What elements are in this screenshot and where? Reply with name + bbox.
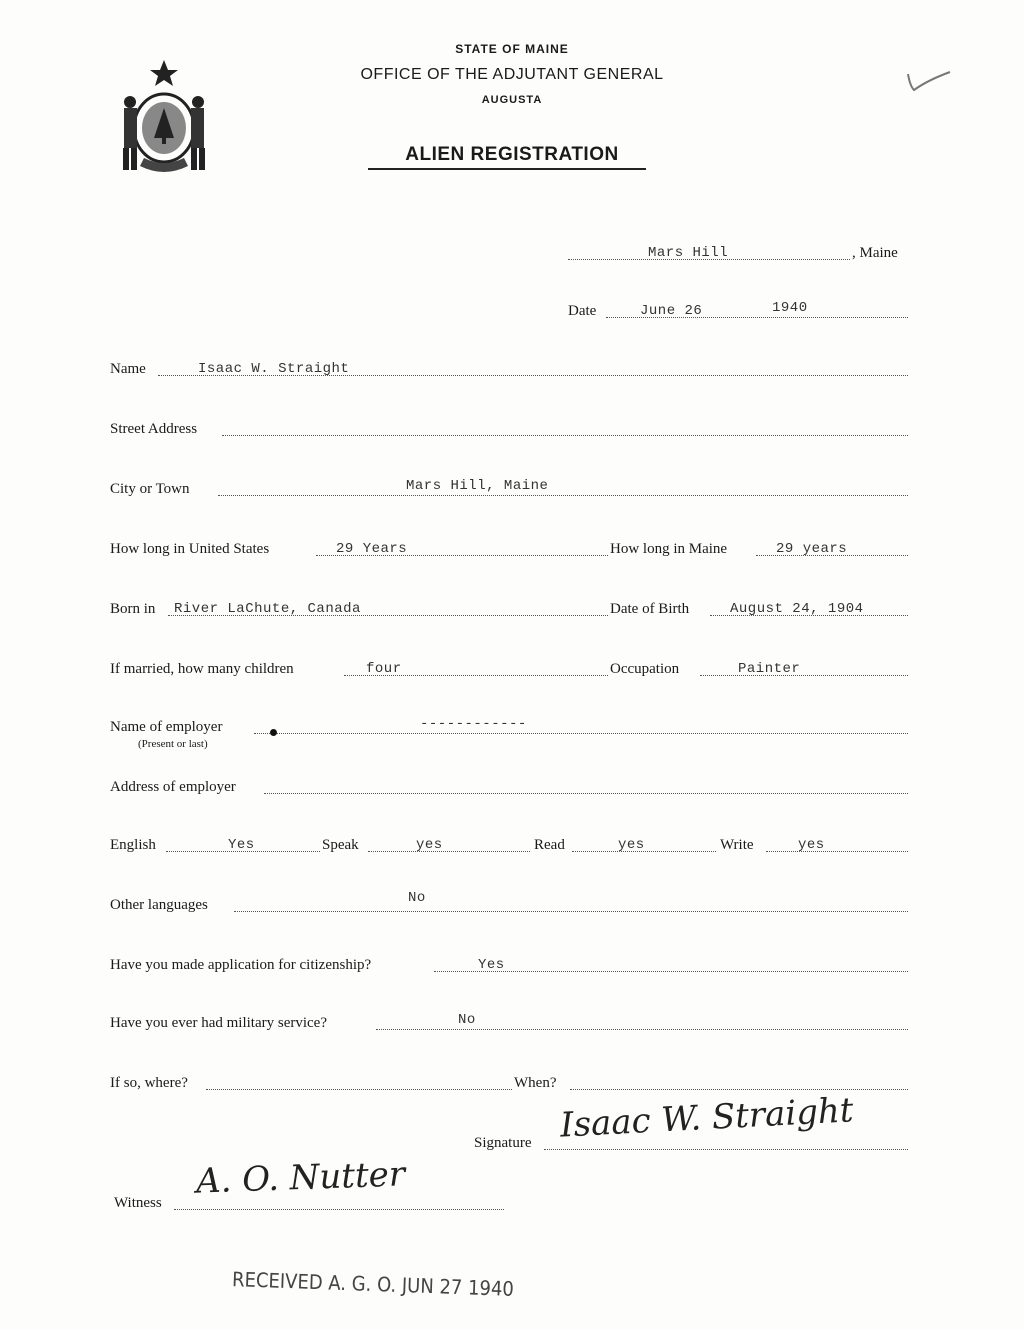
name-value: Isaac W. Straight [198,361,350,377]
how-long-maine-label: How long in Maine [610,541,728,557]
children-row [110,658,910,682]
date-row [568,300,910,324]
employer-label: Name of employer [110,719,223,735]
how-long-us-label: How long in United States [110,541,270,557]
received-stamp: RECEIVED A. G. O. JUN 27 1940 [231,1267,515,1301]
witness-label: Witness [114,1195,162,1211]
city-value: Mars Hill, Maine [406,478,549,494]
speak-value: yes [416,837,443,853]
other-languages-label: Other languages [110,897,208,913]
birth-row [110,598,910,622]
employer-value: ------------ [420,716,527,732]
name-row [110,358,910,382]
born-in-value: River LaChute, Canada [174,601,361,617]
date-value: June 26 [640,303,703,319]
employer-address-label: Address of employer [110,779,236,795]
when-label: When? [514,1075,557,1091]
how-long-maine-value: 29 years [776,541,848,557]
header-office: OFFICE OF THE ADJUTANT GENERAL [360,66,664,83]
date-label: Date [568,303,597,319]
military-value: No [458,1012,476,1028]
english-label: English [110,837,156,853]
location-row [568,242,910,266]
date-year: 1940 [772,300,808,316]
location-value: Mars Hill [648,245,729,261]
read-value: yes [618,837,645,853]
employer-row [110,716,910,740]
signature-handwriting: Isaac W. Straight [559,1090,855,1146]
how-long-row [110,538,910,562]
write-value: yes [798,837,825,853]
other-languages-value: No [408,890,426,906]
location-suffix: , Maine [852,245,898,261]
header-city: AUGUSTA [481,94,543,106]
date-of-birth-value: August 24, 1904 [730,601,864,617]
read-label: Read [534,837,565,853]
name-label: Name [110,361,146,377]
born-in-label: Born in [110,601,156,617]
write-label: Write [720,837,754,853]
city-label: City or Town [110,481,190,497]
signature-label: Signature [474,1135,532,1151]
military-label: Have you ever had military service? [110,1015,327,1031]
street-address-label: Street Address [110,421,198,437]
other-languages-row [110,890,910,918]
how-long-us-value: 29 Years [336,541,408,557]
occupation-label: Occupation [610,661,680,677]
date-of-birth-label: Date of Birth [610,601,690,617]
military-row [110,1012,910,1036]
employer-sublabel: (Present or last) [138,738,208,750]
citizenship-label: Have you made application for citizenship? [110,957,372,973]
children-label: If married, how many children [110,661,294,677]
ink-dot [270,729,277,736]
check-mark-icon [900,68,954,98]
speak-label: Speak [322,837,359,853]
english-row [110,834,910,858]
where-when-row [110,1072,910,1096]
maine-state-seal-icon [112,58,216,180]
english-value: Yes [228,837,255,853]
employer-address-row [110,776,910,800]
where-label: If so, where? [110,1075,188,1091]
witness-handwriting: A. O. Nutter [195,1154,406,1202]
form-title: ALIEN REGISTRATION [405,144,619,165]
citizenship-row [110,954,910,978]
citizenship-value: Yes [478,957,505,973]
street-address-row [110,418,910,442]
city-row [110,478,910,502]
header-state: STATE OF MAINE [455,42,569,56]
children-value: four [366,661,402,677]
occupation-value: Painter [738,661,801,677]
title-underline [368,168,646,170]
